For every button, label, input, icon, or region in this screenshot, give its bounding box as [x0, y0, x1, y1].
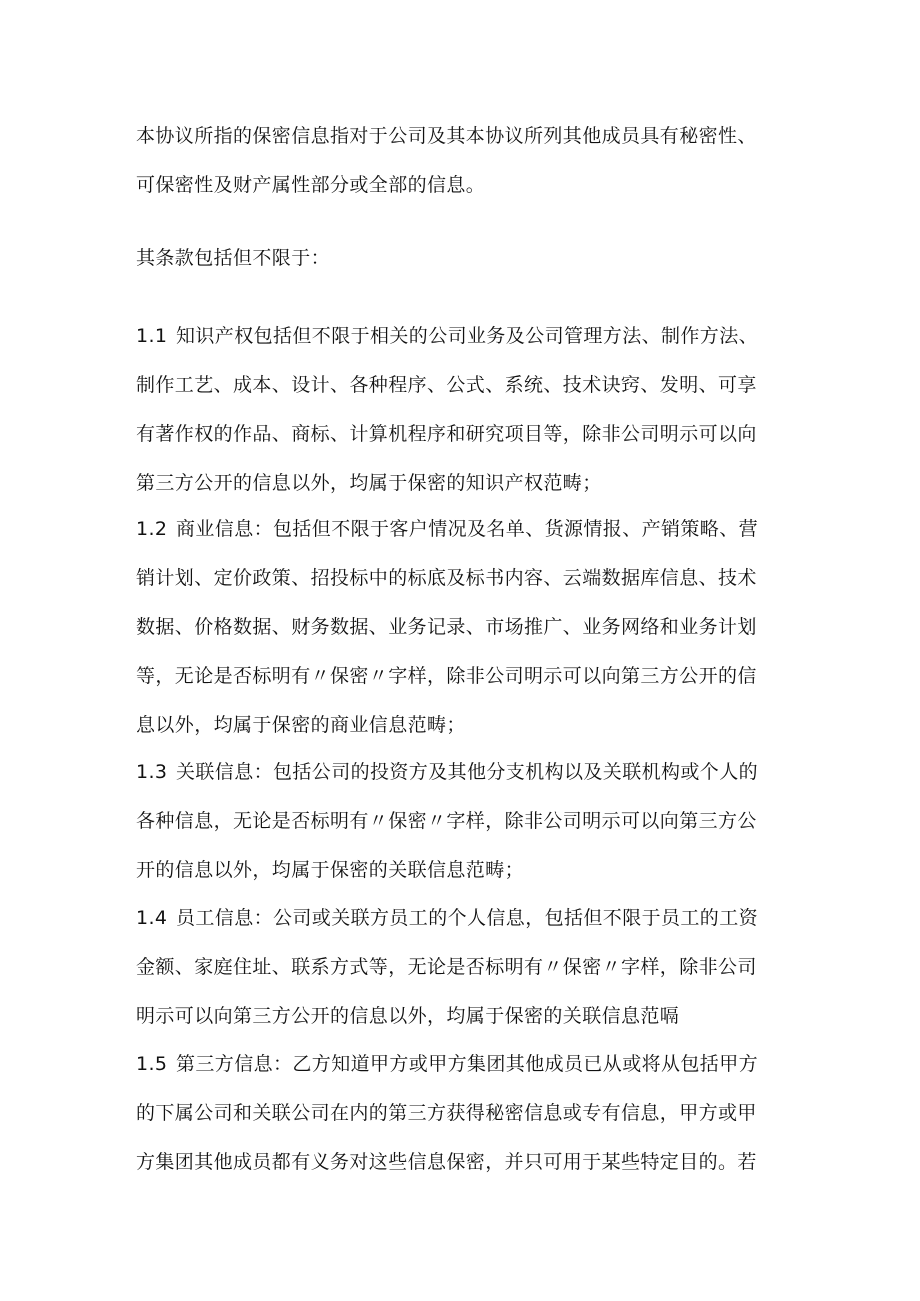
text-line: 制作工艺、成本、设计、各种程序、公式、系统、技术诀窍、发明、可享 [136, 374, 757, 396]
text-line [136, 1040, 796, 1089]
clause-item-1-1 [136, 312, 796, 508]
text-line: 第三方公开的信息以外，均属于保密的知识产权范畴； [136, 472, 602, 494]
text-line [136, 894, 796, 943]
clause-text: 关联信息：包括公司的投资方及其他分支机构以及关联机构或个人的 [176, 761, 759, 783]
clause-text: 第三方信息：乙方知道甲方或甲方集团其他成员已从或将从包括甲方 [176, 1053, 759, 1075]
clause-number: 1.1 [136, 325, 168, 347]
clause-item-1-5 [136, 1040, 796, 1187]
clause-number: 1.2 [136, 518, 168, 540]
intro-paragraph [136, 112, 796, 210]
text-line: 销计划、定价政策、招投标中的标底及标书内容、云端数据库信息、技术 [136, 567, 757, 589]
text-line: 金额、家庭住址、联系方式等，无论是否标明有〃保密〃字样，除非公司 [136, 956, 757, 978]
text-line: 开的信息以外，均属于保密的关联信息范畴； [136, 859, 525, 881]
text-line: 方集团其他成员都有义务对这些信息保密，并只可用于某些特定目的。若 [136, 1151, 757, 1173]
clause-heading [136, 234, 796, 283]
clause-number: 1.3 [136, 761, 168, 783]
clause-text: 商业信息：包括但不限于客户情况及名单、货源情报、产销策略、营 [176, 518, 759, 540]
text-line: 等，无论是否标明有〃保密〃字样，除非公司明示可以向第三方公开的信 [136, 665, 757, 687]
clause-text: 知识产权包括但不限于相关的公司业务及公司管理方法、制作方法、 [176, 325, 759, 347]
clause-number: 1.4 [136, 907, 168, 929]
clause-item-1-3 [136, 748, 796, 895]
text-line: 本协议所指的保密信息指对于公司及其本协议所列其他成员具有秘密性、 [136, 125, 757, 147]
text-line: 明示可以向第三方公开的信息以外，均属于保密的关联信息范嗝 [136, 1005, 680, 1027]
text-line [136, 748, 796, 797]
clause-number: 1.5 [136, 1053, 168, 1075]
clause-item-1-4 [136, 894, 796, 1041]
text-line: 可保密性及财产属性部分或全部的信息。 [136, 174, 486, 196]
text-line: 的下属公司和关联公司在内的第三方获得秘密信息或专有信息，甲方或甲 [136, 1102, 757, 1124]
text-line: 有著作权的作品、商标、计算机程序和研究项目等，除非公司明示可以向 [136, 423, 757, 445]
text-line: 其条款包括但不限于： [136, 247, 331, 269]
text-line: 息以外，均属于保密的商业信息范畴； [136, 714, 466, 736]
clause-item-1-2 [136, 505, 796, 750]
text-line [136, 312, 796, 361]
text-line [136, 505, 796, 554]
clause-text: 员工信息：公司或关联方员工的个人信息，包括但不限于员工的工资 [176, 907, 759, 929]
text-line: 数据、价格数据、财务数据、业务记录、市场推广、业务网络和业务计划 [136, 616, 757, 638]
text-line: 各种信息，无论是否标明有〃保密〃字样，除非公司明示可以向第三方公 [136, 810, 757, 832]
